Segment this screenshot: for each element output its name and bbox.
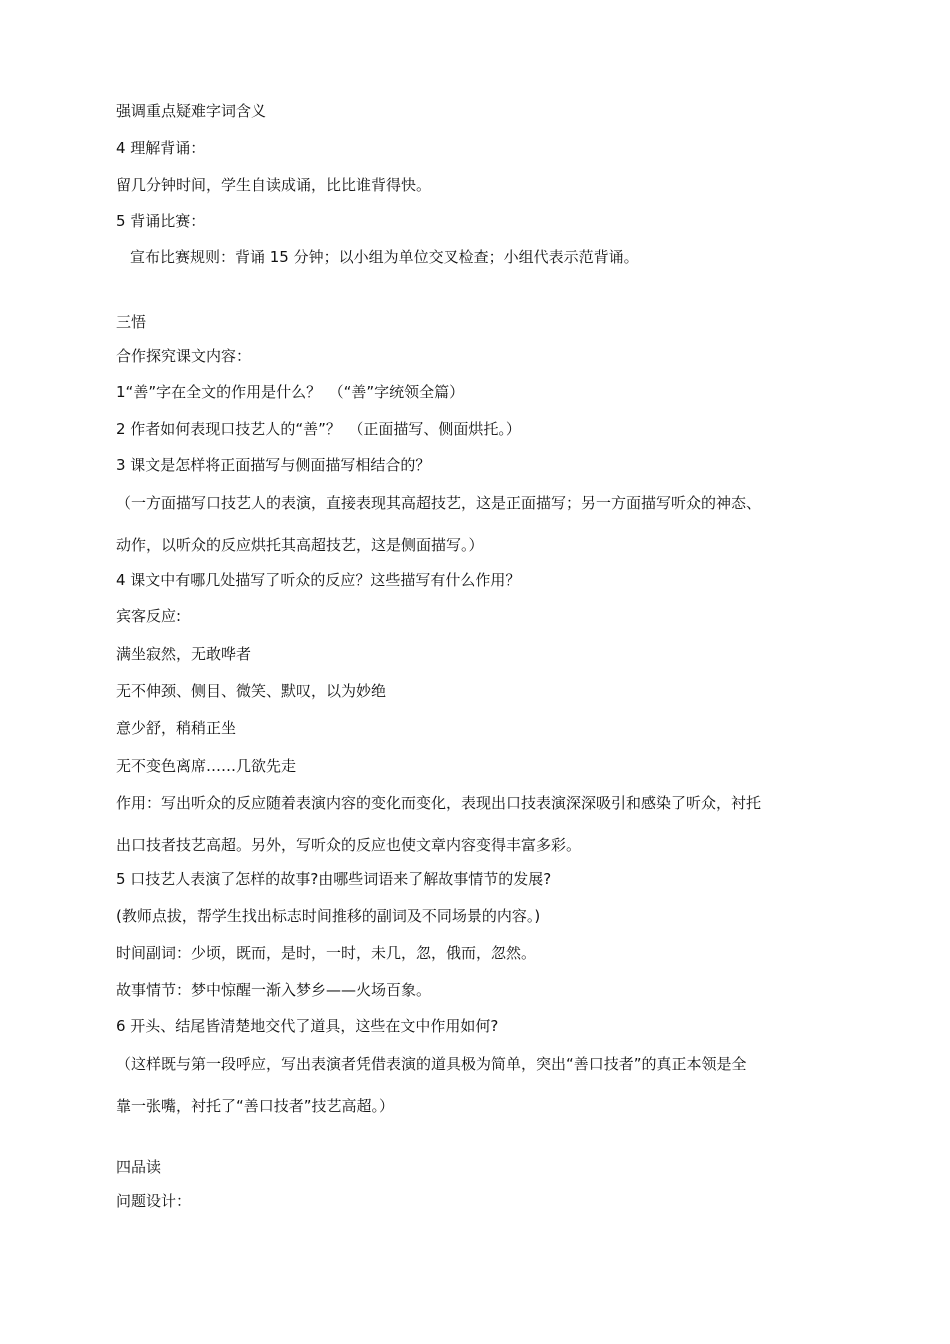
- text-line: 无不伸颈、侧目、微笑、默叹，以为妙绝: [116, 682, 387, 700]
- text-line: 5 口技艺人表演了怎样的故事?由哪些词语来了解故事情节的发展?: [116, 870, 552, 888]
- text-line: 2 作者如何表现口技艺人的“善”？ （正面描写、侧面烘托。）: [116, 420, 521, 438]
- text-line: 3 课文是怎样将正面描写与侧面描写相结合的？: [116, 456, 431, 474]
- text-line: 留几分钟时间，学生自读成诵，比比谁背得快。: [116, 176, 432, 194]
- text-line: 故事情节：梦中惊醒一渐入梦乡——火场百象。: [116, 981, 432, 999]
- text-line: 无不变色离席……几欲先走: [116, 757, 297, 775]
- text-line: 问题设计：: [116, 1192, 192, 1210]
- text-line: 作用：写出听众的反应随着表演内容的变化而变化，表现出口技表演深深吸引和感染了听众，衬托: [116, 794, 762, 812]
- section-heading: 三悟: [116, 313, 147, 331]
- text-line: 满坐寂然，无敢哗者: [116, 645, 252, 663]
- text-line: 动作，以听众的反应烘托其高超技艺，这是侧面描写。）: [116, 536, 484, 554]
- text-line: 4 理解背诵：: [116, 139, 206, 157]
- text-line: 宣布比赛规则：背诵 15 分钟；以小组为单位交叉检查；小组代表示范背诵。: [130, 248, 639, 266]
- text-line: 5 背诵比赛：: [116, 212, 206, 230]
- text-line: (教师点拔，帮学生找出标志时间推移的副词及不同场景的内容。): [116, 907, 541, 925]
- text-line: 4 课文中有哪几处描写了听众的反应？这些描写有什么作用？: [116, 571, 521, 589]
- text-line: 合作探究课文内容：: [116, 347, 252, 365]
- text-line: （一方面描写口技艺人的表演，直接表现其高超技艺，这是正面描写；另一方面描写听众的神态、: [116, 494, 762, 512]
- section-heading: 四品读: [116, 1158, 162, 1176]
- text-line: 宾客反应:: [116, 607, 182, 625]
- text-line: 意少舒，稍稍正坐: [116, 719, 237, 737]
- text-line: 6 开头、结尾皆清楚地交代了道具，这些在文中作用如何?: [116, 1017, 499, 1035]
- text-line: 1“善”字在全文的作用是什么？ （“善”字统领全篇）: [116, 383, 465, 401]
- text-line: 时间副词：少顷，既而，是时，一时，未几，忽，俄而，忽然。: [116, 944, 537, 962]
- text-line: 靠一张嘴，衬托了“善口技者”技艺高超。）: [116, 1097, 395, 1115]
- text-line: （这样既与第一段呼应，写出表演者凭借表演的道具极为简单，突出“善口技者”的真正本领是全: [116, 1055, 747, 1073]
- text-line: 强调重点疑难字词含义: [116, 102, 267, 120]
- text-line: 出口技者技艺高超。另外，写听众的反应也使文章内容变得丰富多彩。: [116, 836, 582, 854]
